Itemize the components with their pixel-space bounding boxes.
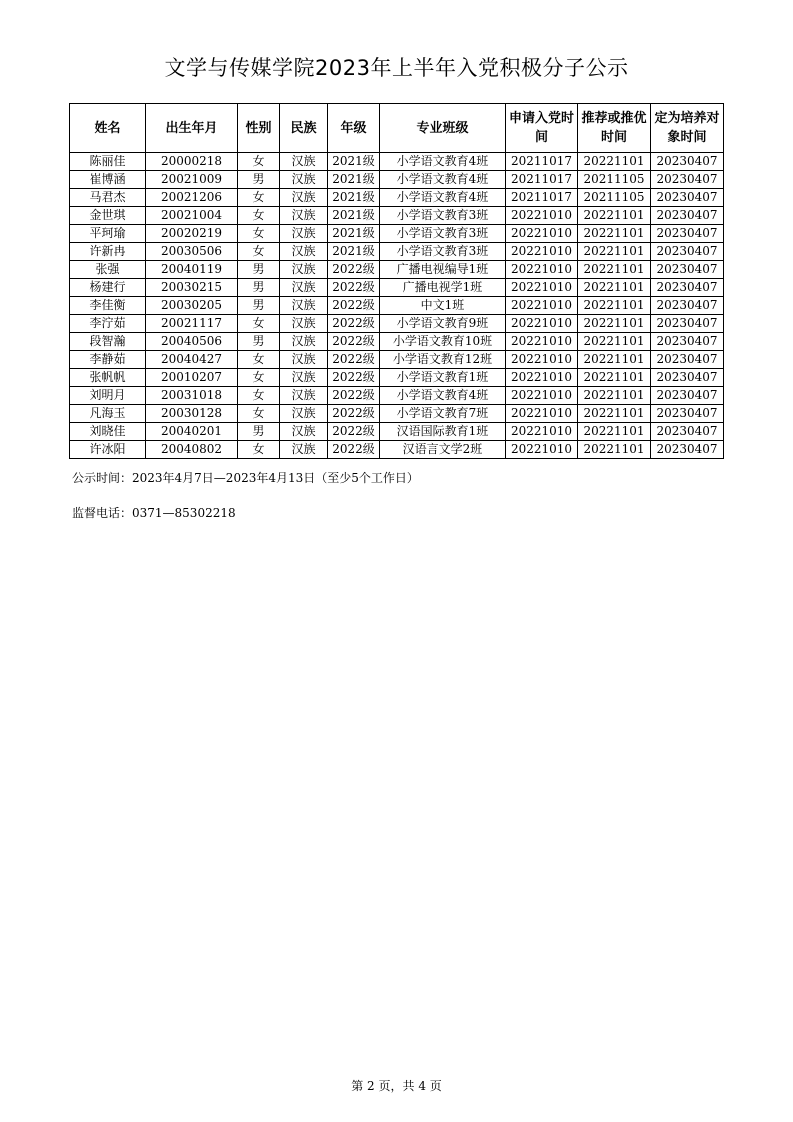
cell-birth-date: 20000218 xyxy=(146,153,238,171)
cell-ethnicity: 汉族 xyxy=(280,387,328,405)
cell-grade: 2022级 xyxy=(328,423,380,441)
cell-gender: 男 xyxy=(238,261,280,279)
cell-ethnicity: 汉族 xyxy=(280,243,328,261)
table-row xyxy=(70,171,724,189)
cell-ethnicity: 汉族 xyxy=(280,207,328,225)
cell-grade: 2021级 xyxy=(328,207,380,225)
cell-grade: 2022级 xyxy=(328,315,380,333)
cell-application-date: 20221010 xyxy=(506,207,578,225)
table-row xyxy=(70,207,724,225)
cell-cultivation-date: 20230407 xyxy=(651,297,724,315)
cell-grade: 2022级 xyxy=(328,351,380,369)
cell-birth-date: 20040201 xyxy=(146,423,238,441)
table-row xyxy=(70,297,724,315)
cell-gender: 男 xyxy=(238,423,280,441)
cell-application-date: 20221010 xyxy=(506,387,578,405)
cell-birth-date: 20021206 xyxy=(146,189,238,207)
table-row xyxy=(70,243,724,261)
cell-recommendation-date: 20221101 xyxy=(578,405,651,423)
table-body xyxy=(70,153,724,459)
table-row xyxy=(70,423,724,441)
cell-grade: 2022级 xyxy=(328,405,380,423)
cell-grade: 2021级 xyxy=(328,153,380,171)
cell-recommendation-date: 20221101 xyxy=(578,387,651,405)
header-birth-date: 出生年月 xyxy=(146,104,238,153)
cell-application-date: 20221010 xyxy=(506,297,578,315)
table-row xyxy=(70,387,724,405)
cell-gender: 女 xyxy=(238,351,280,369)
cell-recommendation-date: 20221101 xyxy=(578,279,651,297)
cell-cultivation-date: 20230407 xyxy=(651,261,724,279)
cell-birth-date: 20010207 xyxy=(146,369,238,387)
table-row xyxy=(70,315,724,333)
cell-major-class: 广播电视编导1班 xyxy=(380,261,506,279)
cell-name: 张强 xyxy=(70,261,146,279)
cell-gender: 女 xyxy=(238,207,280,225)
cell-major-class: 小学语文教育1班 xyxy=(380,369,506,387)
cell-application-date: 20221010 xyxy=(506,279,578,297)
cell-birth-date: 20021004 xyxy=(146,207,238,225)
cell-ethnicity: 汉族 xyxy=(280,171,328,189)
page-title: 文学与传媒学院2023年上半年入党积极分子公示 xyxy=(164,56,629,80)
table-row xyxy=(70,333,724,351)
cell-application-date: 20221010 xyxy=(506,441,578,459)
cell-gender: 男 xyxy=(238,171,280,189)
cell-ethnicity: 汉族 xyxy=(280,405,328,423)
cell-grade: 2022级 xyxy=(328,333,380,351)
cell-cultivation-date: 20230407 xyxy=(651,189,724,207)
cell-cultivation-date: 20230407 xyxy=(651,171,724,189)
cell-grade: 2022级 xyxy=(328,441,380,459)
cell-major-class: 小学语文教育4班 xyxy=(380,171,506,189)
table-row xyxy=(70,225,724,243)
cell-major-class: 中文1班 xyxy=(380,297,506,315)
cell-name: 张帆帆 xyxy=(70,369,146,387)
cell-application-date: 20221010 xyxy=(506,243,578,261)
cell-recommendation-date: 20221101 xyxy=(578,369,651,387)
cell-birth-date: 20031018 xyxy=(146,387,238,405)
contact-phone: 监督电话：0371—85302218 xyxy=(72,506,236,520)
cell-major-class: 小学语文教育4班 xyxy=(380,153,506,171)
header-application-date: 申请入党时间 xyxy=(506,104,578,153)
cell-application-date: 20221010 xyxy=(506,261,578,279)
cell-cultivation-date: 20230407 xyxy=(651,351,724,369)
cell-name: 金世琪 xyxy=(70,207,146,225)
cell-cultivation-date: 20230407 xyxy=(651,153,724,171)
cell-name: 平珂瑜 xyxy=(70,225,146,243)
table-row xyxy=(70,153,724,171)
header-gender: 性别 xyxy=(238,104,280,153)
cell-recommendation-date: 20221101 xyxy=(578,207,651,225)
cell-major-class: 小学语文教育7班 xyxy=(380,405,506,423)
table-row xyxy=(70,351,724,369)
cell-cultivation-date: 20230407 xyxy=(651,207,724,225)
cell-major-class: 小学语文教育3班 xyxy=(380,207,506,225)
header-ethnicity: 民族 xyxy=(280,104,328,153)
cell-application-date: 20211017 xyxy=(506,189,578,207)
cell-gender: 女 xyxy=(238,189,280,207)
cell-gender: 男 xyxy=(238,297,280,315)
cell-major-class: 汉语国际教育1班 xyxy=(380,423,506,441)
cell-recommendation-date: 20221101 xyxy=(578,261,651,279)
cell-recommendation-date: 20211105 xyxy=(578,189,651,207)
cell-name: 李静茹 xyxy=(70,351,146,369)
cell-cultivation-date: 20230407 xyxy=(651,225,724,243)
cell-grade: 2022级 xyxy=(328,261,380,279)
cell-birth-date: 20040802 xyxy=(146,441,238,459)
cell-birth-date: 20021117 xyxy=(146,315,238,333)
cell-birth-date: 20040119 xyxy=(146,261,238,279)
cell-recommendation-date: 20221101 xyxy=(578,315,651,333)
cell-cultivation-date: 20230407 xyxy=(651,441,724,459)
candidate-table xyxy=(69,103,724,459)
cell-recommendation-date: 20221101 xyxy=(578,351,651,369)
cell-name: 刘晓佳 xyxy=(70,423,146,441)
cell-major-class: 小学语文教育10班 xyxy=(380,333,506,351)
cell-grade: 2022级 xyxy=(328,387,380,405)
cell-name: 陈丽佳 xyxy=(70,153,146,171)
cell-major-class: 广播电视学1班 xyxy=(380,279,506,297)
table-row xyxy=(70,261,724,279)
cell-ethnicity: 汉族 xyxy=(280,351,328,369)
cell-name: 段智瀚 xyxy=(70,333,146,351)
cell-ethnicity: 汉族 xyxy=(280,369,328,387)
cell-birth-date: 20030215 xyxy=(146,279,238,297)
cell-cultivation-date: 20230407 xyxy=(651,279,724,297)
cell-ethnicity: 汉族 xyxy=(280,261,328,279)
cell-gender: 女 xyxy=(238,369,280,387)
header-major-class: 专业班级 xyxy=(380,104,506,153)
cell-cultivation-date: 20230407 xyxy=(651,243,724,261)
cell-major-class: 小学语文教育9班 xyxy=(380,315,506,333)
cell-gender: 女 xyxy=(238,405,280,423)
cell-cultivation-date: 20230407 xyxy=(651,315,724,333)
cell-gender: 女 xyxy=(238,243,280,261)
cell-cultivation-date: 20230407 xyxy=(651,369,724,387)
cell-birth-date: 20040427 xyxy=(146,351,238,369)
cell-recommendation-date: 20221101 xyxy=(578,423,651,441)
cell-application-date: 20221010 xyxy=(506,333,578,351)
cell-ethnicity: 汉族 xyxy=(280,315,328,333)
cell-ethnicity: 汉族 xyxy=(280,279,328,297)
table-row xyxy=(70,369,724,387)
table-row xyxy=(70,405,724,423)
cell-application-date: 20221010 xyxy=(506,369,578,387)
cell-application-date: 20221010 xyxy=(506,351,578,369)
cell-ethnicity: 汉族 xyxy=(280,423,328,441)
table-row xyxy=(70,441,724,459)
cell-ethnicity: 汉族 xyxy=(280,189,328,207)
cell-recommendation-date: 20221101 xyxy=(578,297,651,315)
cell-cultivation-date: 20230407 xyxy=(651,387,724,405)
cell-gender: 女 xyxy=(238,387,280,405)
cell-major-class: 小学语文教育3班 xyxy=(380,243,506,261)
cell-name: 杨建行 xyxy=(70,279,146,297)
cell-name: 许新冉 xyxy=(70,243,146,261)
table-row xyxy=(70,279,724,297)
cell-application-date: 20211017 xyxy=(506,153,578,171)
cell-application-date: 20221010 xyxy=(506,315,578,333)
cell-gender: 男 xyxy=(238,333,280,351)
cell-grade: 2021级 xyxy=(328,189,380,207)
cell-recommendation-date: 20221101 xyxy=(578,243,651,261)
cell-grade: 2021级 xyxy=(328,225,380,243)
cell-cultivation-date: 20230407 xyxy=(651,405,724,423)
cell-birth-date: 20030205 xyxy=(146,297,238,315)
cell-grade: 2022级 xyxy=(328,297,380,315)
cell-application-date: 20221010 xyxy=(506,405,578,423)
page-number: 第 2 页，共 4 页 xyxy=(351,1079,442,1093)
cell-birth-date: 20030506 xyxy=(146,243,238,261)
cell-gender: 女 xyxy=(238,153,280,171)
cell-application-date: 20221010 xyxy=(506,423,578,441)
cell-name: 李佳衡 xyxy=(70,297,146,315)
cell-ethnicity: 汉族 xyxy=(280,333,328,351)
header-cultivation-date: 定为培养对象时间 xyxy=(651,104,724,153)
cell-gender: 女 xyxy=(238,315,280,333)
table-row xyxy=(70,189,724,207)
cell-recommendation-date: 20221101 xyxy=(578,153,651,171)
cell-recommendation-date: 20221101 xyxy=(578,441,651,459)
cell-birth-date: 20040506 xyxy=(146,333,238,351)
cell-grade: 2022级 xyxy=(328,369,380,387)
cell-name: 马君杰 xyxy=(70,189,146,207)
cell-birth-date: 20020219 xyxy=(146,225,238,243)
cell-gender: 男 xyxy=(238,279,280,297)
cell-ethnicity: 汉族 xyxy=(280,153,328,171)
cell-application-date: 20211017 xyxy=(506,171,578,189)
cell-major-class: 小学语文教育3班 xyxy=(380,225,506,243)
cell-name: 凡海玉 xyxy=(70,405,146,423)
cell-major-class: 小学语文教育4班 xyxy=(380,189,506,207)
cell-major-class: 汉语言文学2班 xyxy=(380,441,506,459)
table-header-row xyxy=(70,104,724,153)
cell-application-date: 20221010 xyxy=(506,225,578,243)
cell-ethnicity: 汉族 xyxy=(280,297,328,315)
cell-gender: 女 xyxy=(238,225,280,243)
header-grade: 年级 xyxy=(328,104,380,153)
cell-name: 李泞茹 xyxy=(70,315,146,333)
cell-birth-date: 20021009 xyxy=(146,171,238,189)
cell-recommendation-date: 20221101 xyxy=(578,225,651,243)
cell-ethnicity: 汉族 xyxy=(280,225,328,243)
cell-grade: 2022级 xyxy=(328,279,380,297)
header-recommendation-date: 推荐或推优时间 xyxy=(578,104,651,153)
cell-grade: 2021级 xyxy=(328,243,380,261)
cell-recommendation-date: 20211105 xyxy=(578,171,651,189)
cell-cultivation-date: 20230407 xyxy=(651,333,724,351)
cell-ethnicity: 汉族 xyxy=(280,441,328,459)
cell-name: 崔博涵 xyxy=(70,171,146,189)
cell-name: 刘明月 xyxy=(70,387,146,405)
cell-birth-date: 20030128 xyxy=(146,405,238,423)
cell-cultivation-date: 20230407 xyxy=(651,423,724,441)
header-name: 姓名 xyxy=(70,104,146,153)
notice-period: 公示时间：2023年4月7日—2023年4月13日（至少5个工作日） xyxy=(72,471,419,485)
cell-major-class: 小学语文教育4班 xyxy=(380,387,506,405)
cell-gender: 女 xyxy=(238,441,280,459)
cell-major-class: 小学语文教育12班 xyxy=(380,351,506,369)
cell-recommendation-date: 20221101 xyxy=(578,333,651,351)
cell-name: 许冰阳 xyxy=(70,441,146,459)
cell-grade: 2021级 xyxy=(328,171,380,189)
